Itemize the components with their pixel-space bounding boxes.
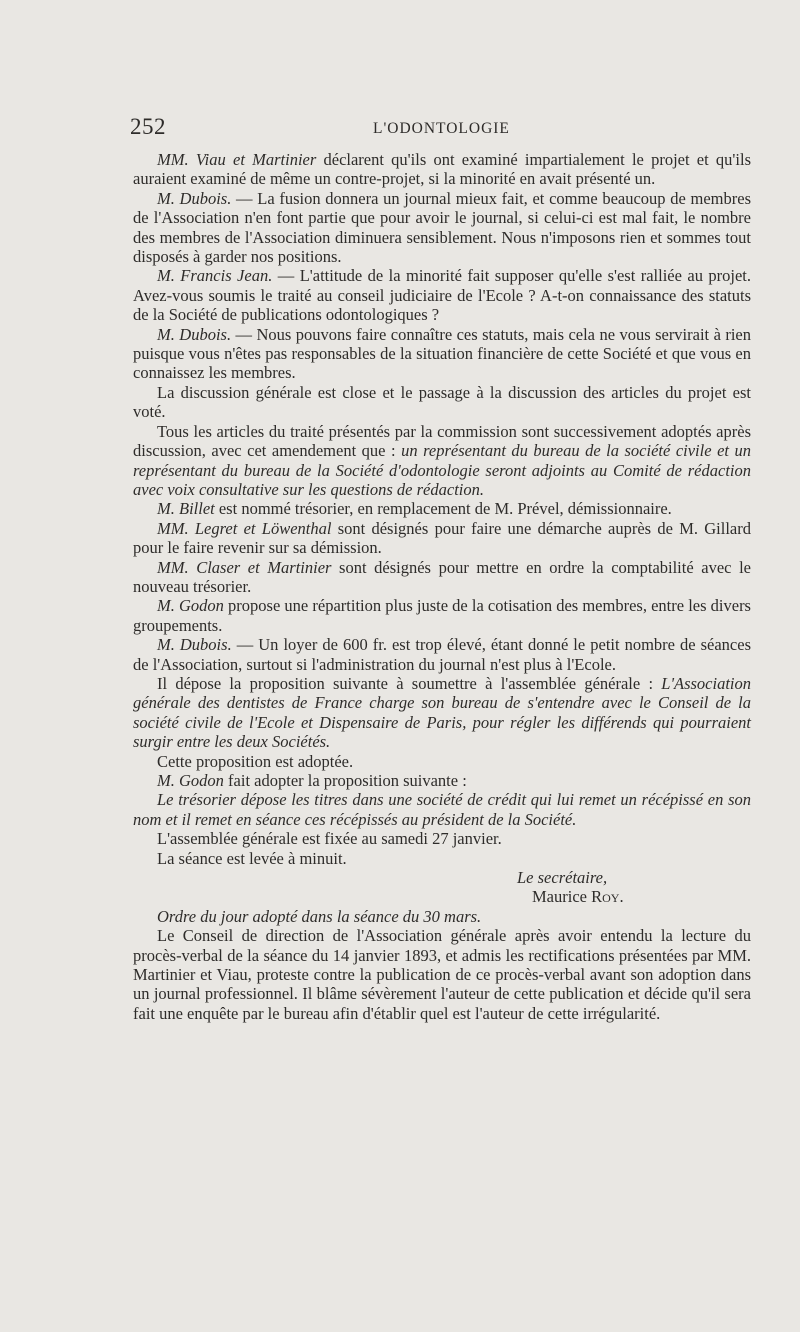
paragraph-text: Cette proposition est adoptée. [157, 751, 354, 771]
minutes-paragraph [133, 752, 751, 771]
running-title: L'ODONTOLOGIE [373, 120, 510, 137]
speaker-name: M. Dubois. [157, 188, 232, 208]
body-text [133, 150, 751, 1023]
minutes-paragraph [133, 422, 751, 500]
paragraph-text: — L'attitude de la minorité fait supposer qu'elle s'est ralliée au projet. Avez-vous soumis le traité au conseil judiciaire de l'Ecole ? A-t-on connaissance des statuts de la Société de publications odontologiques ? [133, 266, 751, 325]
italic-text: L'Association générale des dentistes de France charge son bureau de s'entendre avec le Conseil de la société civile de l'Ecole et Dispensaire de Paris, pour régler les différends qui pourraient surgir entre les deux Sociétés. [133, 673, 751, 752]
speaker-name: M. Francis Jean. [157, 266, 273, 286]
paragraph-text: est nommé trésorier, en remplacement de M. Prével, démissionnaire. [214, 499, 672, 519]
minutes-paragraph [133, 499, 751, 518]
speaker-name: M. Dubois. [157, 635, 232, 655]
speaker-name: M. Godon [157, 596, 224, 616]
paragraph-text: propose une répartition plus juste de la cotisation des membres, entre les divers groupements. [133, 596, 751, 635]
signature-name: Maurice Roy. [532, 887, 624, 907]
paragraph-text: L'assemblée générale est fixée au samedi 27 janvier. [157, 829, 502, 849]
paragraph-text: déclarent qu'ils ont examiné impartialement le projet et qu'ils auraient examiné de même un contre-projet, si la minorité en avait présenté un. [133, 150, 751, 189]
speaker-name: MM. Claser et Martinier [157, 557, 332, 577]
minutes-paragraph [133, 674, 751, 752]
minutes-paragraph [133, 325, 751, 383]
speaker-name: M. Godon [157, 771, 224, 790]
minutes-paragraph [133, 150, 751, 189]
minutes-paragraph [133, 383, 751, 422]
paragraph-text: sont désignés pour faire une démarche auprès de M. Gillard pour le faire revenir sur sa démission. [133, 518, 751, 558]
page-number: 252 [130, 114, 166, 139]
speaker-name: MM. Legret et Löwenthal [157, 518, 332, 538]
paragraph-text: fait adopter la proposition suivante : [223, 771, 467, 790]
speaker-name: MM. Viau et Martinier [157, 150, 317, 169]
italic-text: un représentant du bureau de la société civile et un représentant du bureau de la Société d'odontologie seront adjoints au Comité de rédaction avec voix consultative sur les questions de rédaction. [133, 441, 751, 499]
speaker-name: M. Billet [157, 499, 215, 519]
paragraph-text: Il dépose la proposition suivante à soumettre à l'assemblée générale : [157, 673, 662, 693]
minutes-paragraph [133, 596, 751, 635]
minutes-paragraph [133, 829, 751, 848]
minutes-paragraph [133, 849, 751, 868]
paragraph-text: La séance est levée à minuit. [157, 848, 347, 868]
order-of-day-heading: Ordre du jour adopté dans la séance du 30 mars. [157, 906, 482, 926]
italic-text: Le trésorier dépose les titres dans une société de crédit qui lui remet un récépissé en son nom et il remet en séance ces récépissés au président de la Société. [133, 790, 751, 829]
final-paragraph: Le Conseil de direction de l'Association générale après avoir entendu la lecture du procès-verbal de la séance du 14 janvier 1893, et admis les rectifications présentées par MM. Martinier et Viau, proteste contre la publication de ce procès-verbal avant son adoption dans un journal professionnel. Il blâme sévèrement l'auteur de cette publication et décide qu'il sera fait une enquête par le bureau afin d'établir quel est l'auteur de cette irrégularité. [133, 926, 751, 1023]
minutes-paragraph [133, 771, 751, 790]
minutes-paragraphs [133, 150, 751, 868]
signature-role: Le secrétaire, [517, 868, 608, 888]
minutes-paragraph [133, 189, 751, 267]
paragraph-text: — La fusion donnera un journal mieux fait, et comme beaucoup de membres de l'Association n'en font partie que pour avoir le journal, si celui-ci est mal fait, le nombre des membres de l'Association diminuera sensiblement. Nous n'imposons rien et sommes tout disposés à garder nos positions. [133, 188, 751, 267]
minutes-paragraph [133, 519, 751, 558]
minutes-paragraph [133, 790, 751, 829]
paragraph-text: La discussion générale est close et le passage à la discussion des articles du projet est voté. [133, 382, 751, 422]
minutes-paragraph [133, 558, 751, 597]
paragraph-text: Tous les articles du traité présentés par la commission sont successivement adoptés après discussion, avec cet amendement que : [133, 421, 751, 461]
speaker-name: M. Dubois. [157, 324, 232, 344]
paragraph-text: — Nous pouvons faire connaître ces statuts, mais cela ne vous servirait à rien puisque vous n'êtes pas responsables de la situation financière de cette Société et que vous en connaissez les membres. [133, 324, 751, 383]
minutes-paragraph [133, 266, 751, 324]
paragraph-text: — Un loyer de 600 fr. est trop élevé, étant donné le petit nombre de séances de l'Association, surtout si l'administration du journal n'est plus à l'Ecole. [133, 635, 752, 674]
paragraph-text: sont désignés pour mettre en ordre la comptabilité avec le nouveau trésorier. [133, 557, 751, 596]
page-header [130, 114, 750, 140]
minutes-paragraph [133, 635, 751, 674]
